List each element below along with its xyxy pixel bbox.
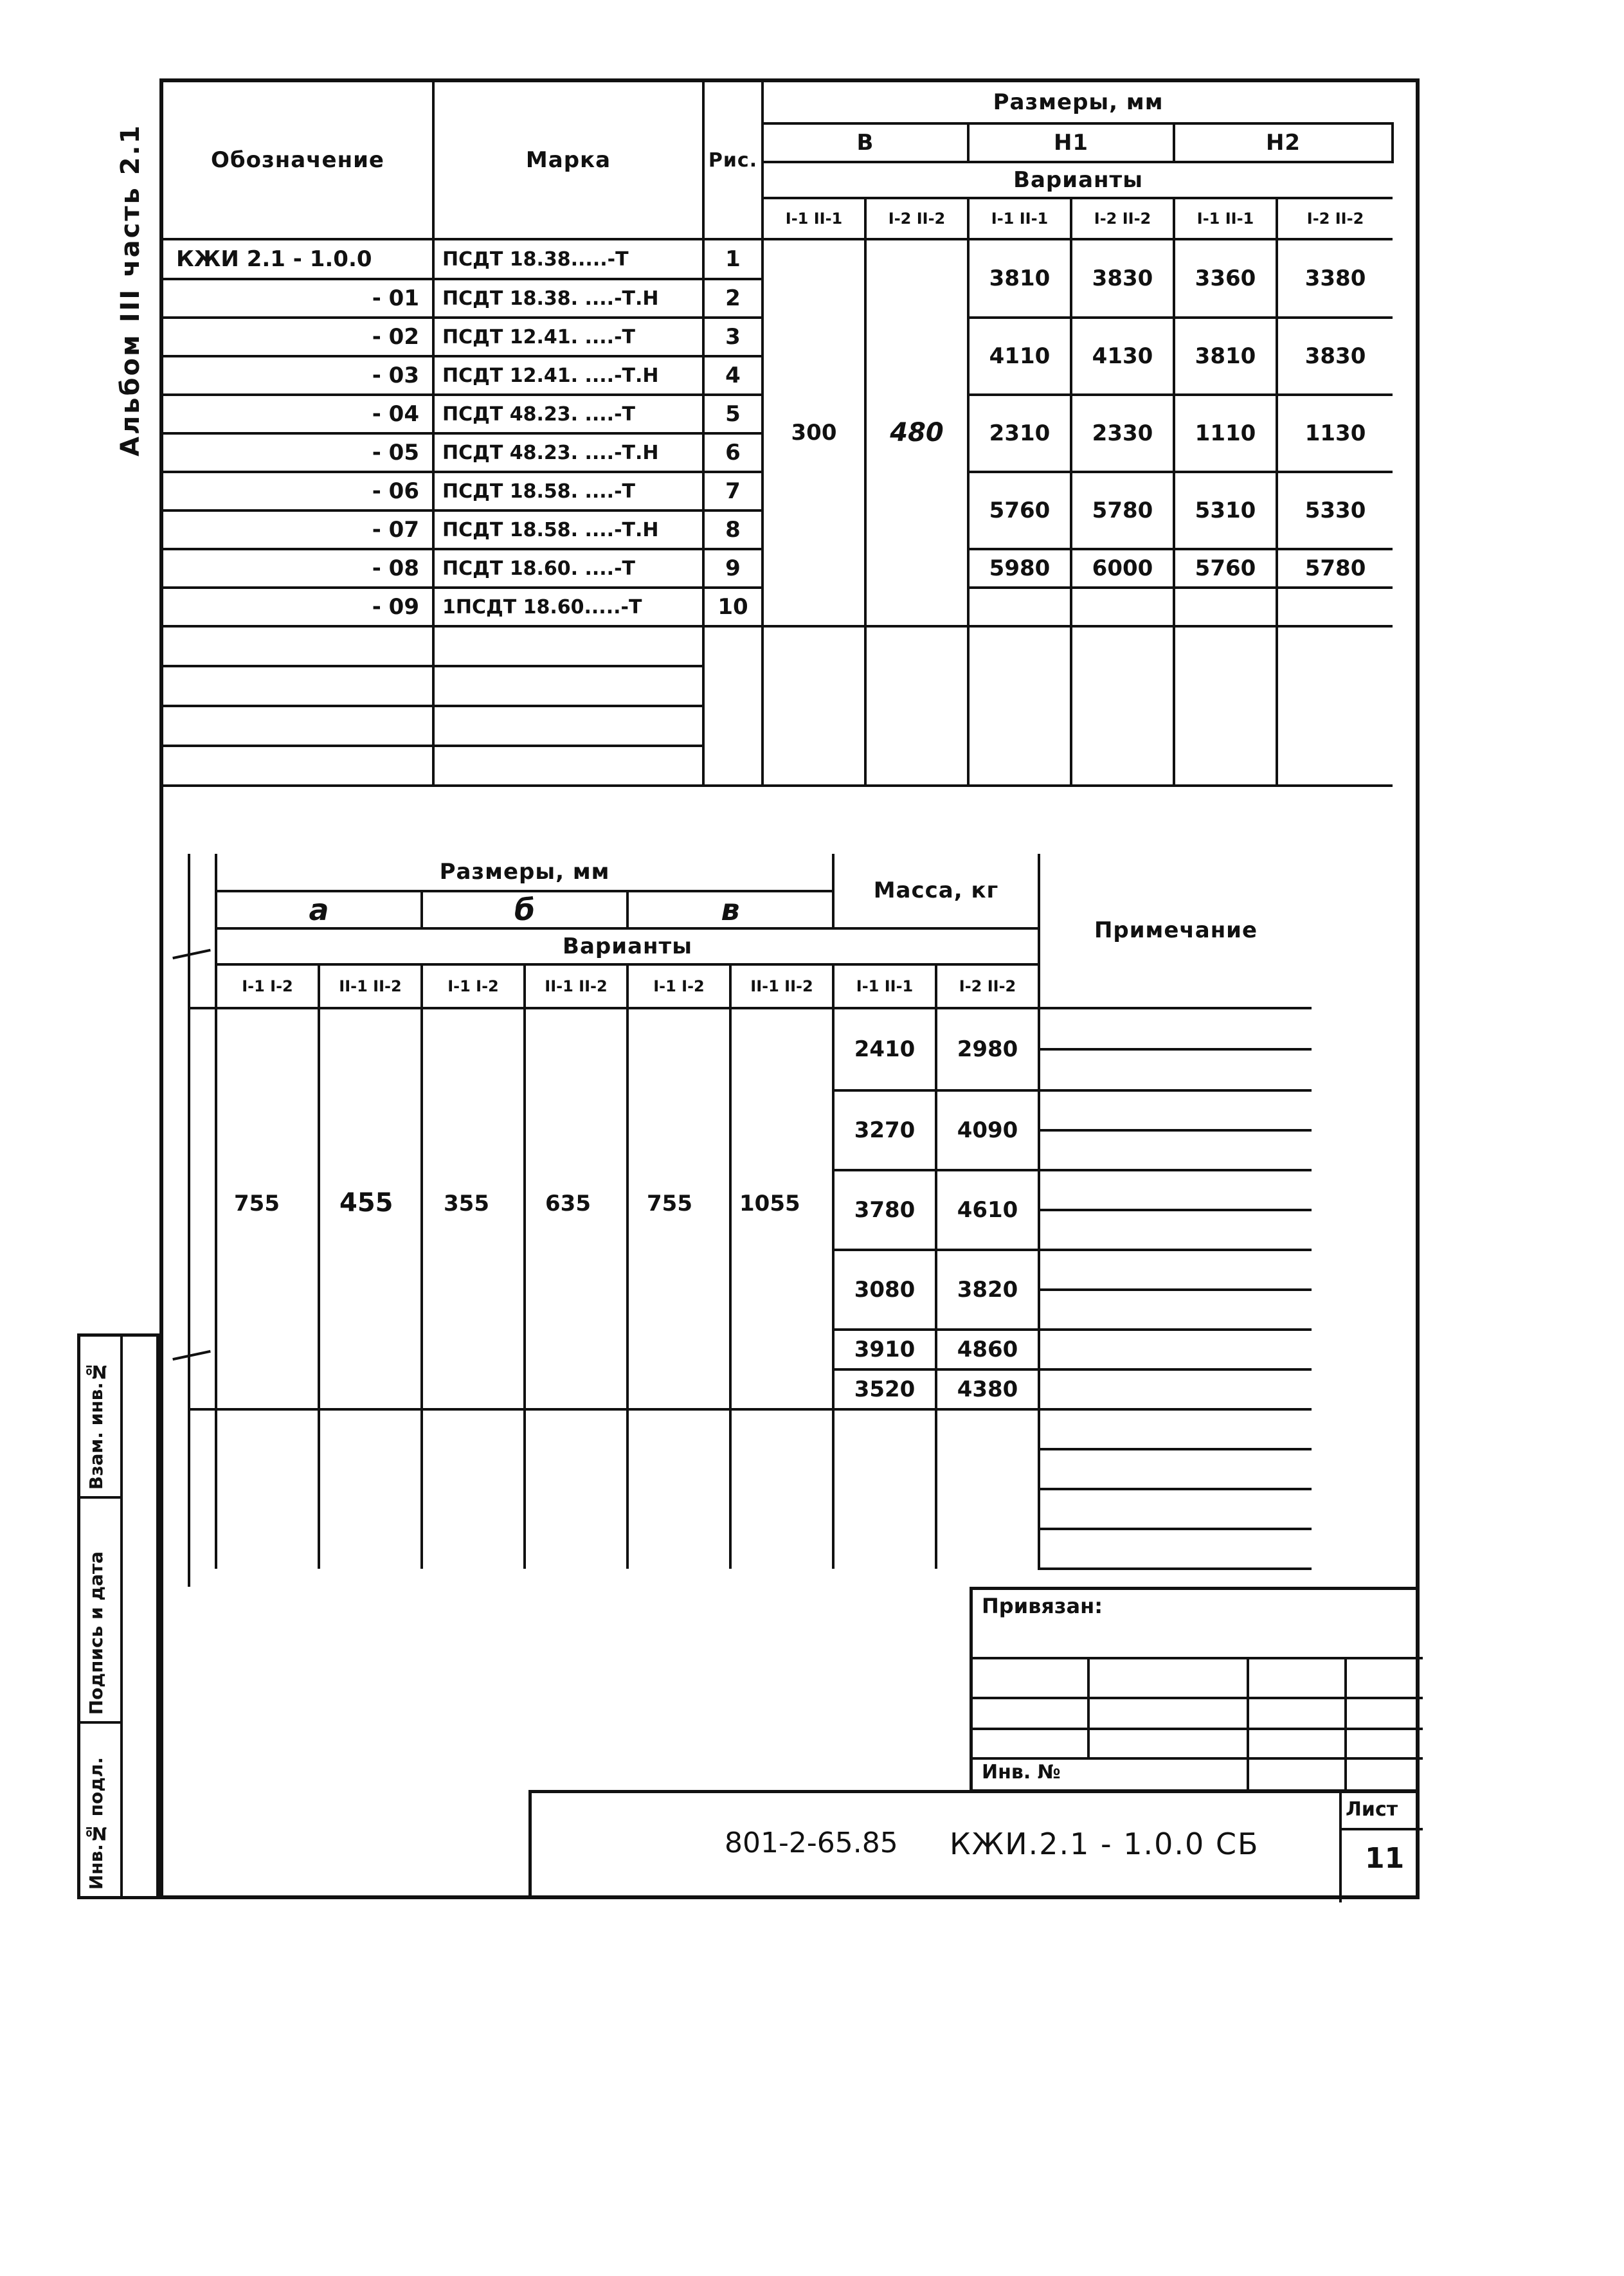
table-row-ris: 7 bbox=[703, 472, 762, 510]
dim-h-value: 3830 bbox=[1071, 239, 1174, 318]
list-label: Лист bbox=[1346, 1798, 1398, 1821]
empty-cell bbox=[730, 1409, 833, 1569]
empty-cell bbox=[936, 1409, 1039, 1569]
table-row-ris: 2 bbox=[703, 279, 762, 318]
variant-label: I-1 I-2 bbox=[422, 964, 525, 1008]
header-razmery: Размеры, мм bbox=[762, 82, 1393, 123]
note-cell bbox=[1039, 1130, 1312, 1170]
empty-cell bbox=[865, 626, 968, 786]
table-row-oboznachenie: - 05 bbox=[163, 433, 433, 472]
mass-value: 3910 bbox=[833, 1330, 936, 1369]
empty-cell bbox=[968, 588, 1071, 626]
table-row-ris: 5 bbox=[703, 395, 762, 433]
table-row-marka: 1ПСДТ 18.60.....-Т bbox=[433, 588, 703, 626]
empty-cell bbox=[216, 1409, 319, 1569]
grid-line bbox=[1339, 1793, 1342, 1902]
dim-h-value: 3810 bbox=[1174, 318, 1277, 395]
variant-label: I-1 II-1 bbox=[968, 198, 1071, 239]
table-row-oboznachenie: - 03 bbox=[163, 356, 433, 395]
empty-cell bbox=[433, 666, 703, 706]
empty-cell bbox=[1277, 588, 1393, 626]
note-cell bbox=[1039, 1409, 1312, 1449]
header-massa: Масса, кг bbox=[833, 854, 1039, 928]
header-razmery-2: Размеры, мм bbox=[216, 854, 833, 891]
grid-line bbox=[1344, 1657, 1347, 1793]
privyazan-label: Привязан: bbox=[982, 1594, 1103, 1618]
empty-cell bbox=[163, 626, 433, 666]
variant-label: I-1 II-1 bbox=[833, 964, 936, 1008]
table-row-marka: ПСДТ 18.58. ....-Т.Н bbox=[433, 510, 703, 549]
dim-h-value: 3810 bbox=[968, 239, 1071, 318]
empty-cell bbox=[703, 626, 762, 786]
mass-value: 4380 bbox=[936, 1369, 1039, 1409]
empty-cell bbox=[319, 1250, 422, 1409]
empty-cell bbox=[163, 666, 433, 706]
mass-value: 3270 bbox=[833, 1090, 936, 1170]
mass-value: 4090 bbox=[936, 1090, 1039, 1170]
inv-podl-label: Инв.№ подл. bbox=[86, 1757, 107, 1890]
note-cell bbox=[1039, 1330, 1312, 1369]
dim-b-small-value: 355 bbox=[444, 1191, 489, 1216]
dim-h-value: 3360 bbox=[1174, 239, 1277, 318]
podpis-cell bbox=[80, 1499, 122, 1724]
dim-h-value: 5310 bbox=[1174, 472, 1277, 549]
dim-h-value: 6000 bbox=[1071, 549, 1174, 588]
header-ris: Рис. bbox=[703, 82, 762, 239]
variant-label: I-1 II-1 bbox=[762, 198, 865, 239]
inv-label: Инв. № bbox=[982, 1761, 1061, 1784]
variant-label: I-1 I-2 bbox=[216, 964, 319, 1008]
dim-h-value: 1110 bbox=[1174, 395, 1277, 472]
empty-cell bbox=[1071, 588, 1174, 626]
header-h2: H2 bbox=[1174, 123, 1393, 162]
table-row-marka: ПСДТ 18.38. ....-Т.Н bbox=[433, 279, 703, 318]
empty-cell bbox=[319, 1409, 422, 1569]
table-row-marka: ПСДТ 48.23. ....-Т bbox=[433, 395, 703, 433]
mass-value: 2980 bbox=[936, 1008, 1039, 1090]
dim-h-value: 5760 bbox=[968, 472, 1071, 549]
variant-label: I-1 I-2 bbox=[627, 964, 730, 1008]
dim-h-value: 5980 bbox=[968, 549, 1071, 588]
variant-label: I-2 II-2 bbox=[865, 198, 968, 239]
header-oboznachenie: Обозначение bbox=[163, 82, 433, 239]
table-row-ris: 10 bbox=[703, 588, 762, 626]
mass-value: 3080 bbox=[833, 1250, 936, 1330]
empty-cell bbox=[525, 1250, 627, 1409]
dim-h-value: 2330 bbox=[1071, 395, 1174, 472]
empty-cell bbox=[627, 1250, 730, 1409]
empty-cell bbox=[1174, 588, 1277, 626]
table-row-marka: ПСДТ 48.23. ....-Т.Н bbox=[433, 433, 703, 472]
vzam-inv-label: Взам. инв.№ bbox=[86, 1360, 107, 1490]
mass-value: 3520 bbox=[833, 1369, 936, 1409]
mass-value: 2410 bbox=[833, 1008, 936, 1090]
document-name: КЖИ.2.1 - 1.0.0 СБ bbox=[950, 1827, 1259, 1861]
header-b-small: б bbox=[422, 891, 627, 928]
note-cell bbox=[1039, 1008, 1312, 1049]
variant-label: II-1 II-2 bbox=[730, 964, 833, 1008]
note-cell bbox=[1039, 1210, 1312, 1250]
variant-label: II-1 II-2 bbox=[525, 964, 627, 1008]
empty-cell bbox=[433, 626, 703, 666]
empty-cell bbox=[433, 706, 703, 746]
empty-cell bbox=[968, 626, 1071, 786]
empty-cell bbox=[1071, 626, 1174, 786]
empty-cell bbox=[422, 1250, 525, 1409]
empty-cell bbox=[190, 1008, 216, 1409]
note-cell bbox=[1039, 1049, 1312, 1090]
list-number: 11 bbox=[1365, 1842, 1405, 1875]
table-row-marka: ПСДТ 18.58. ....-Т bbox=[433, 472, 703, 510]
document-code: 801-2-65.85 bbox=[725, 1827, 898, 1859]
header-b: B bbox=[762, 123, 968, 162]
dim-h-value: 5760 bbox=[1174, 549, 1277, 588]
inv-podl-cell bbox=[80, 1724, 122, 1896]
title-block bbox=[528, 1790, 1420, 1899]
table-row-oboznachenie: - 01 bbox=[163, 279, 433, 318]
empty-cell bbox=[190, 1409, 216, 1569]
table-row-oboznachenie: - 09 bbox=[163, 588, 433, 626]
privyazan-block bbox=[970, 1587, 1420, 1793]
variant-label: I-2 II-2 bbox=[1277, 198, 1393, 239]
empty-cell bbox=[762, 626, 865, 786]
dim-b-small-value: 635 bbox=[545, 1191, 591, 1216]
grid-line bbox=[1247, 1657, 1249, 1793]
header-h1: H1 bbox=[968, 123, 1174, 162]
note-cell bbox=[1039, 1290, 1312, 1330]
note-cell bbox=[1039, 1529, 1312, 1569]
table-row-oboznachenie: - 08 bbox=[163, 549, 433, 588]
table-row-marka: ПСДТ 18.38.....-Т bbox=[433, 239, 703, 279]
table-row-ris: 8 bbox=[703, 510, 762, 549]
dim-h-value: 3830 bbox=[1277, 318, 1393, 395]
table-row-ris: 3 bbox=[703, 318, 762, 356]
variant-label: I-2 II-2 bbox=[936, 964, 1039, 1008]
dim-a-value: 455 bbox=[339, 1188, 393, 1218]
empty-cell bbox=[730, 1250, 833, 1409]
note-cell bbox=[1039, 1489, 1312, 1529]
mass-value: 4610 bbox=[936, 1170, 1039, 1250]
mass-value: 3780 bbox=[833, 1170, 936, 1250]
vzam-inv-cell bbox=[80, 1337, 122, 1499]
header-v: в bbox=[627, 891, 833, 928]
note-cell bbox=[1039, 1250, 1312, 1290]
empty-cell bbox=[433, 746, 703, 786]
variant-label: I-1 II-1 bbox=[1174, 198, 1277, 239]
dim-h-value: 4130 bbox=[1071, 318, 1174, 395]
empty-cell bbox=[163, 706, 433, 746]
dim-a-value: 755 bbox=[234, 1191, 280, 1216]
empty-cell bbox=[163, 746, 433, 786]
table-row-oboznachenie: - 07 bbox=[163, 510, 433, 549]
dim-h-value: 2310 bbox=[968, 395, 1071, 472]
table-row-ris: 9 bbox=[703, 549, 762, 588]
empty-cell bbox=[525, 1409, 627, 1569]
table-row-marka: ПСДТ 12.41. ....-Т.Н bbox=[433, 356, 703, 395]
dim-b-value: 300 bbox=[762, 239, 865, 626]
dim-v-value: 755 bbox=[647, 1191, 692, 1216]
empty-cell bbox=[833, 1409, 936, 1569]
specification-table bbox=[163, 82, 1394, 787]
empty-cell bbox=[422, 1409, 525, 1569]
dim-h-value: 5330 bbox=[1277, 472, 1393, 549]
header-primechanie: Примечание bbox=[1039, 854, 1312, 1008]
grid-line bbox=[973, 1728, 1423, 1730]
dim-h-value: 1130 bbox=[1277, 395, 1393, 472]
variant-label: I-2 II-2 bbox=[1071, 198, 1174, 239]
note-cell bbox=[1039, 1369, 1312, 1409]
dim-h-value: 3380 bbox=[1277, 239, 1393, 318]
header-marka: Марка bbox=[433, 82, 703, 239]
grid-line bbox=[1339, 1828, 1423, 1830]
side-stamp-column bbox=[77, 1333, 159, 1899]
header-varianty: Варианты bbox=[762, 162, 1393, 198]
empty-cell bbox=[190, 854, 216, 1008]
header-varianty-2: Варианты bbox=[216, 928, 1039, 964]
header-a: а bbox=[216, 891, 422, 928]
table-row-oboznachenie: - 02 bbox=[163, 318, 433, 356]
mass-value: 3820 bbox=[936, 1250, 1039, 1330]
table-row-ris: 4 bbox=[703, 356, 762, 395]
table-row-oboznachenie: - 06 bbox=[163, 472, 433, 510]
note-cell bbox=[1039, 1170, 1312, 1210]
empty-cell bbox=[627, 1409, 730, 1569]
variant-label: II-1 II-2 bbox=[319, 964, 422, 1008]
grid-line bbox=[1087, 1657, 1090, 1757]
dim-h-value: 5780 bbox=[1071, 472, 1174, 549]
empty-cell bbox=[1277, 626, 1393, 786]
note-cell bbox=[1039, 1449, 1312, 1489]
podpis-label: Подпись и дата bbox=[86, 1551, 107, 1715]
table-row-marka: ПСДТ 18.60. ....-Т bbox=[433, 549, 703, 588]
grid-line bbox=[973, 1757, 1423, 1760]
table-row-ris: 1 bbox=[703, 239, 762, 279]
album-caption: Альбом III часть 2.1 bbox=[116, 123, 145, 456]
dim-v-value: 1055 bbox=[739, 1191, 800, 1216]
empty-cell bbox=[1174, 626, 1277, 786]
grid-line bbox=[973, 1657, 1423, 1659]
mass-value: 4860 bbox=[936, 1330, 1039, 1369]
dim-h-value: 5780 bbox=[1277, 549, 1393, 588]
table-row-oboznachenie: КЖИ 2.1 - 1.0.0 bbox=[163, 239, 433, 279]
empty-cell bbox=[216, 1250, 319, 1409]
table-row-oboznachenie: - 04 bbox=[163, 395, 433, 433]
table-row-ris: 6 bbox=[703, 433, 762, 472]
dim-h-value: 4110 bbox=[968, 318, 1071, 395]
dim-b-value: 480 bbox=[865, 239, 968, 626]
table-row-marka: ПСДТ 12.41. ....-Т bbox=[433, 318, 703, 356]
grid-line bbox=[973, 1697, 1423, 1699]
note-cell bbox=[1039, 1090, 1312, 1130]
